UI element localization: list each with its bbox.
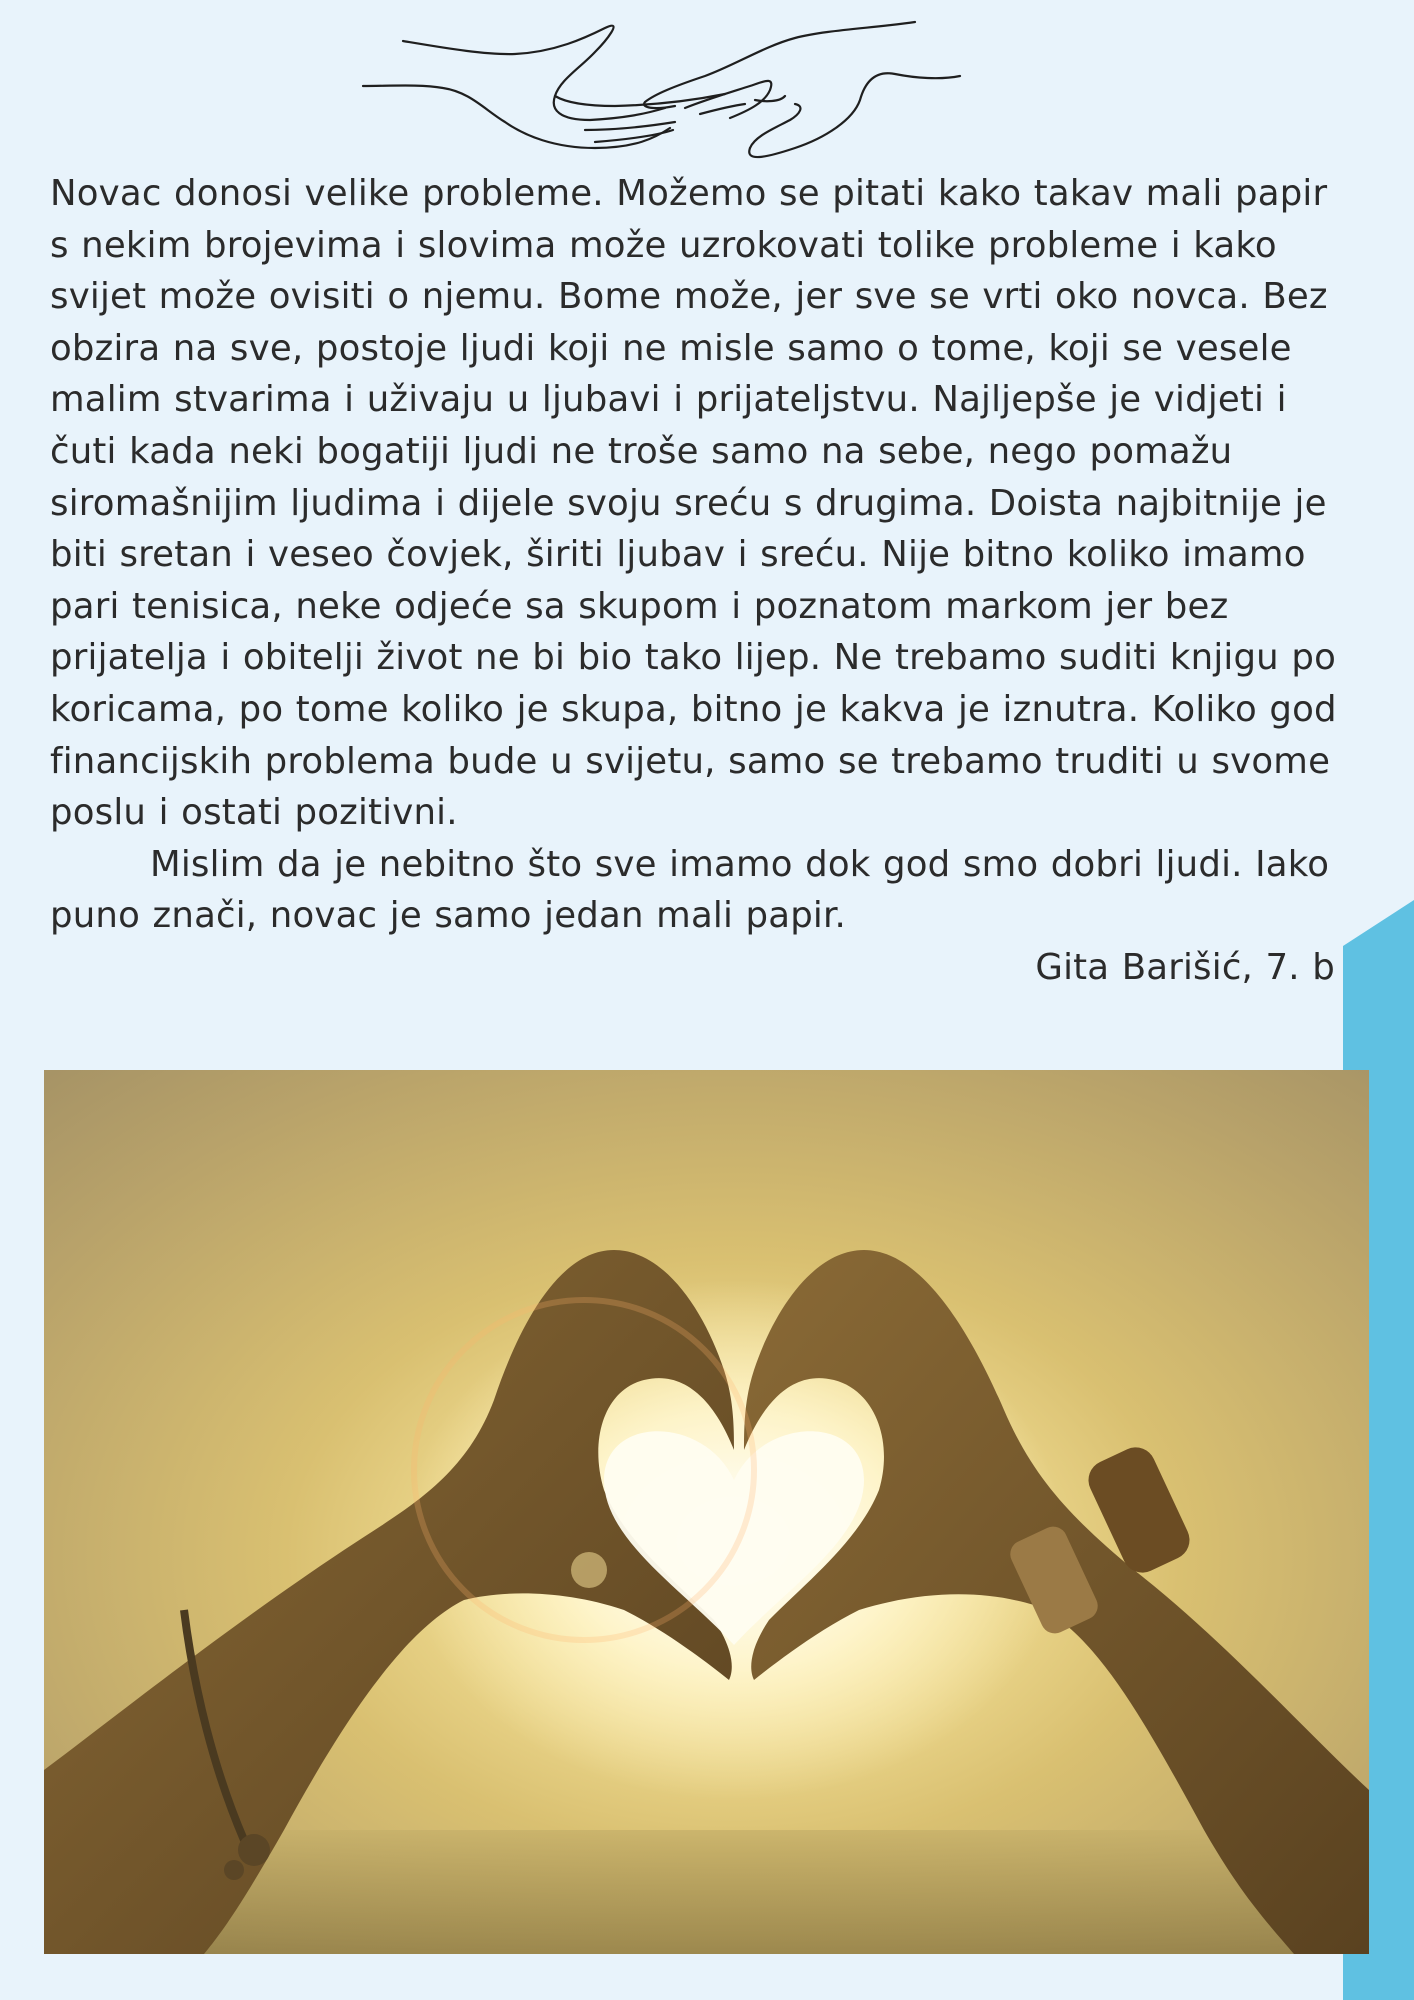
hands-line-art-icon	[355, 10, 965, 165]
article-paragraph: Novac donosi velike probleme. Možemo se pitati kako takav mali papir s nekim brojevima i slovima može uzrokovati tolike probleme i kako svijet može ovisiti o njemu. Bome može, jer sve se vrti oko novca. Bez obzira na sve, postoje ljudi koji ne misle samo o tome, koji se vesele malim stvarima i uživaju u ljubavi i prijateljstvu. Najljepše je vidjeti i čuti kada neki bogatiji ljudi ne troše samo na sebe, nego pomažu siromašnijim ljudima i dijele svoju sreću s drugima. Doista najbitnije je biti sretan i veseo čovjek, širiti ljubav i sreću. Nije bitno koliko imamo pari tenisica, neke odjeće sa skupom i poznatom markom jer bez prijatelja i obitelji život ne bi bio tako lijep. Ne trebamo suditi knjigu po koricama, po tome koliko je skupa, bitno je kakva je iznutra. Koliko god financijskih problema bude u svijetu, samo se trebamo truditi u svome poslu i ostati pozitivni.	[50, 173, 1337, 834]
heart-hands-sunset-photo	[44, 1070, 1369, 1954]
article-body	[50, 168, 1345, 994]
author-signature: Gita Barišić, 7. b	[1035, 946, 1335, 988]
article-paragraph: Mislim da je nebitno što sve imamo dok god smo dobri ljudi. Iako puno znači, novac je samo jedan mali papir.	[50, 843, 1330, 937]
